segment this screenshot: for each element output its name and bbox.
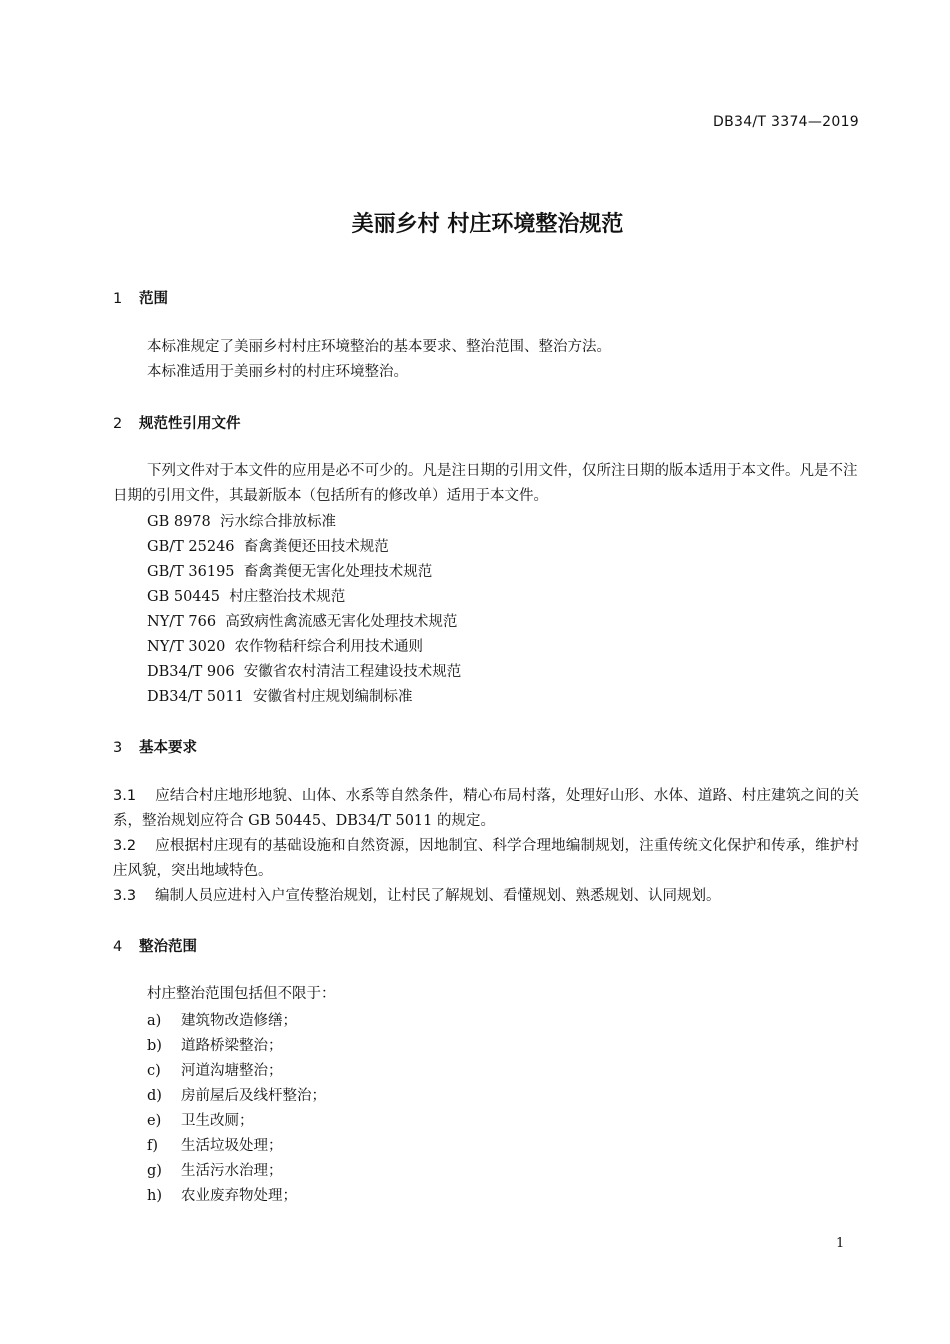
- list-text: 河道沟塘整治；: [181, 1063, 283, 1079]
- section-title: 基本要求: [139, 740, 197, 756]
- reference-item: GB/T 36195 畜禽粪便无害化处理技术规范: [147, 564, 433, 580]
- section-heading-3: [113, 736, 197, 757]
- clause-text: 应结合村庄地形地貌、山体、水系等自然条件，精心布局村落，处理好山形、水体、道路、村庄建筑之间的关系，整治规划应符合 GB 50445、DB34/T 5011 的规定。: [113, 788, 859, 829]
- list-marker: e): [147, 1113, 162, 1129]
- standard-code: DB34/T 3374—2019: [713, 114, 859, 130]
- clause-number: 3.3: [113, 888, 137, 904]
- list-marker: b): [147, 1038, 162, 1054]
- clause-3-2: [113, 834, 859, 884]
- list-text: 卫生改厕；: [181, 1113, 254, 1129]
- list-text: 生活垃圾处理；: [181, 1138, 283, 1154]
- section-title: 范围: [139, 291, 168, 307]
- reference-item: DB34/T 906 安徽省农村清洁工程建设技术规范: [147, 664, 462, 680]
- reference-item: NY/T 766 高致病性禽流感无害化处理技术规范: [147, 614, 458, 630]
- clause-3-3: [113, 884, 859, 909]
- section-number: 1: [113, 291, 123, 307]
- list-marker: g): [147, 1163, 162, 1179]
- section-title: 整治范围: [139, 939, 197, 955]
- reference-item: GB/T 25246 畜禽粪便还田技术规范: [147, 539, 389, 555]
- section-heading-4: [113, 935, 197, 956]
- scope-paragraph-1: 本标准规定了美丽乡村村庄环境整治的基本要求、整治范围、整治方法。: [147, 339, 611, 355]
- list-item: [147, 1109, 254, 1130]
- clause-text: 编制人员应进村入户宣传整治规划，让村民了解规划、看懂规划、熟悉规划、认同规划。: [155, 888, 721, 904]
- clause-number: 3.1: [113, 788, 137, 804]
- range-intro: 村庄整治范围包括但不限于：: [147, 986, 336, 1002]
- section-number: 3: [113, 740, 123, 756]
- reference-item: DB34/T 5011 安徽省村庄规划编制标准: [147, 689, 413, 705]
- section-title: 规范性引用文件: [139, 416, 241, 432]
- clause-number: 3.2: [113, 838, 137, 854]
- list-text: 道路桥梁整治；: [181, 1038, 283, 1054]
- list-item: [147, 1134, 283, 1155]
- section-heading-1: [113, 287, 168, 308]
- list-item: [147, 1034, 283, 1055]
- list-item: [147, 1084, 326, 1105]
- list-marker: f): [147, 1138, 159, 1154]
- list-marker: a): [147, 1013, 162, 1029]
- references-intro: 下列文件对于本文件的应用是必不可少的。凡是注日期的引用文件，仅所注日期的版本适用于本文件。凡是不注日期的引用文件，其最新版本（包括所有的修改单）适用于本文件。: [113, 463, 858, 504]
- list-item: [147, 1184, 297, 1205]
- list-item: [147, 1159, 283, 1180]
- list-marker: d): [147, 1088, 162, 1104]
- section-heading-2: [113, 412, 241, 433]
- list-item: [147, 1059, 283, 1080]
- list-text: 房前屋后及线杆整治；: [181, 1088, 326, 1104]
- reference-item: NY/T 3020 农作物秸秆综合利用技术通则: [147, 639, 424, 655]
- scope-paragraph-2: 本标准适用于美丽乡村的村庄环境整治。: [147, 364, 408, 380]
- clause-text: 应根据村庄现有的基础设施和自然资源，因地制宜、科学合理地编制规划，注重传统文化保护和传承，维护村庄风貌，突出地域特色。: [113, 838, 859, 879]
- document-title: 美丽乡村 村庄环境整治规范: [351, 212, 624, 237]
- list-text: 生活污水治理；: [181, 1163, 283, 1179]
- page-number: 1: [836, 1236, 845, 1251]
- list-marker: c): [147, 1063, 161, 1079]
- reference-item: GB 50445 村庄整治技术规范: [147, 589, 346, 605]
- section-number: 4: [113, 939, 123, 955]
- clause-3-1: [113, 784, 859, 834]
- section-number: 2: [113, 416, 123, 432]
- reference-item: GB 8978 污水综合排放标准: [147, 514, 336, 530]
- list-item: [147, 1009, 297, 1030]
- list-text: 农业废弃物处理；: [181, 1188, 297, 1204]
- list-marker: h): [147, 1188, 162, 1204]
- list-text: 建筑物改造修缮；: [181, 1013, 297, 1029]
